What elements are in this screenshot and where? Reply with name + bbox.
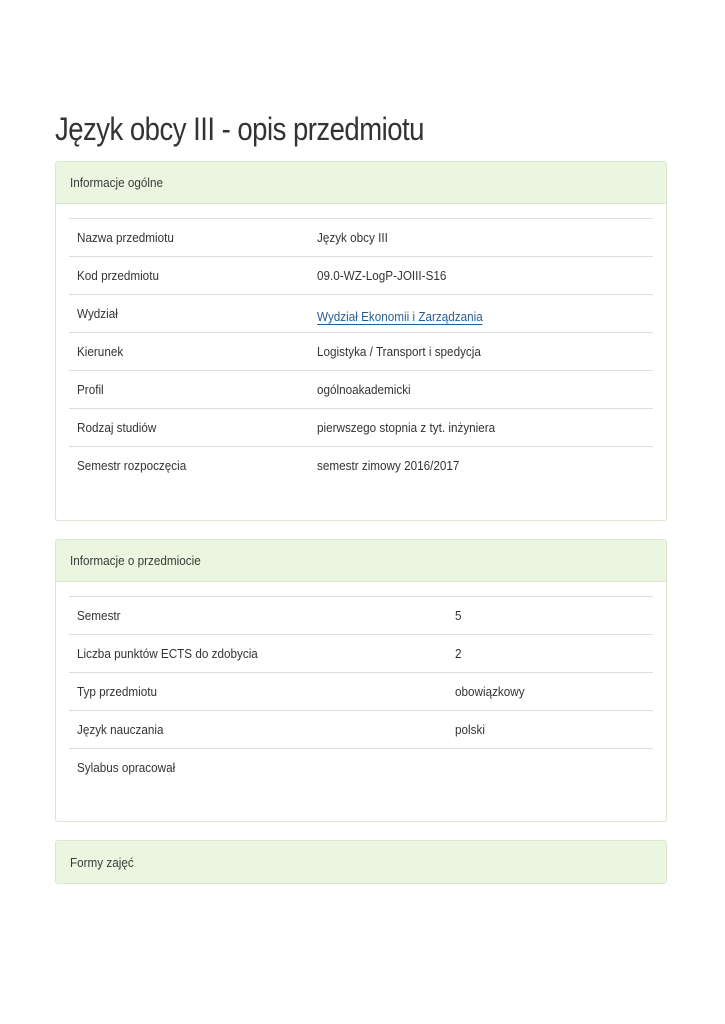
row-label-cell <box>69 409 309 447</box>
row-value-cell <box>447 597 653 635</box>
row-value-cell <box>309 219 653 257</box>
row-label-cell <box>69 673 447 711</box>
table-row <box>69 333 653 371</box>
row-value-cell <box>447 711 653 749</box>
row-value: semestr zimowy 2016/2017 <box>317 458 460 474</box>
row-label: Kod przedmiotu <box>77 268 159 283</box>
table-row <box>69 711 653 749</box>
general-info-heading <box>56 162 666 204</box>
row-label: Semestr rozpoczęcia <box>77 458 187 474</box>
row-value: 2 <box>455 646 462 661</box>
table-row <box>69 371 653 409</box>
general-info-heading-text: Informacje ogólne <box>70 175 164 190</box>
row-value-cell <box>447 635 653 673</box>
row-label-cell <box>69 711 447 749</box>
row-label: Rodzaj studiów <box>77 420 157 435</box>
row-label: Typ przedmiotu <box>77 684 157 699</box>
row-value: ogólnoakademicki <box>317 382 411 397</box>
row-value: polski <box>455 722 485 737</box>
row-label: Kierunek <box>77 344 124 359</box>
row-value-cell <box>309 257 653 295</box>
row-label: Semestr <box>77 608 121 623</box>
table-row <box>69 749 653 787</box>
table-row <box>69 257 653 295</box>
row-label: Profil <box>77 382 104 397</box>
row-label-cell <box>69 597 447 635</box>
class-forms-heading-text: Formy zajęć <box>70 854 134 870</box>
row-label: Liczba punktów ECTS do zdobycia <box>77 646 258 661</box>
course-info-heading-text: Informacje o przedmiocie <box>70 553 201 568</box>
row-label-cell <box>69 295 309 333</box>
table-row <box>69 409 653 447</box>
table-row <box>69 219 653 257</box>
row-value-cell <box>309 371 653 409</box>
class-forms-panel <box>55 840 667 884</box>
row-label-cell <box>69 635 447 673</box>
row-value: Logistyka / Transport i spedycja <box>317 344 481 359</box>
row-value: obowiązkowy <box>455 684 525 699</box>
faculty-link[interactable]: Wydział Ekonomii i Zarządzania <box>317 309 483 324</box>
row-label-cell <box>69 257 309 295</box>
table-row <box>69 635 653 673</box>
row-value: Język obcy III <box>317 230 388 245</box>
row-label-cell <box>69 371 309 409</box>
row-label: Wydział <box>77 306 118 321</box>
row-label-cell <box>69 447 309 485</box>
general-info-panel <box>55 161 667 521</box>
table-row <box>69 597 653 635</box>
row-value-cell <box>309 333 653 371</box>
row-value: pierwszego stopnia z tyt. inżyniera <box>317 420 496 435</box>
row-value-cell <box>447 749 653 787</box>
row-value: 09.0-WZ-LogP-JOIII-S16 <box>317 268 447 283</box>
course-info-heading <box>56 540 666 582</box>
class-forms-heading <box>56 841 666 883</box>
table-row <box>69 447 653 485</box>
general-info-table <box>69 218 653 485</box>
row-label-cell <box>69 219 309 257</box>
row-label-cell <box>69 333 309 371</box>
table-row <box>69 673 653 711</box>
row-value-cell <box>309 447 653 485</box>
row-value: 5 <box>455 608 462 623</box>
course-info-panel <box>55 539 667 822</box>
row-label: Język nauczania <box>77 722 164 737</box>
row-label: Nazwa przedmiotu <box>77 230 174 245</box>
table-row <box>69 295 653 333</box>
row-value-cell <box>447 673 653 711</box>
row-value-cell <box>309 409 653 447</box>
row-label-cell <box>69 749 447 787</box>
row-label: Sylabus opracował <box>77 760 176 776</box>
row-value-cell <box>309 295 653 333</box>
page-title: Język obcy III - opis przedmiotu <box>55 111 424 147</box>
course-info-table <box>69 596 653 787</box>
